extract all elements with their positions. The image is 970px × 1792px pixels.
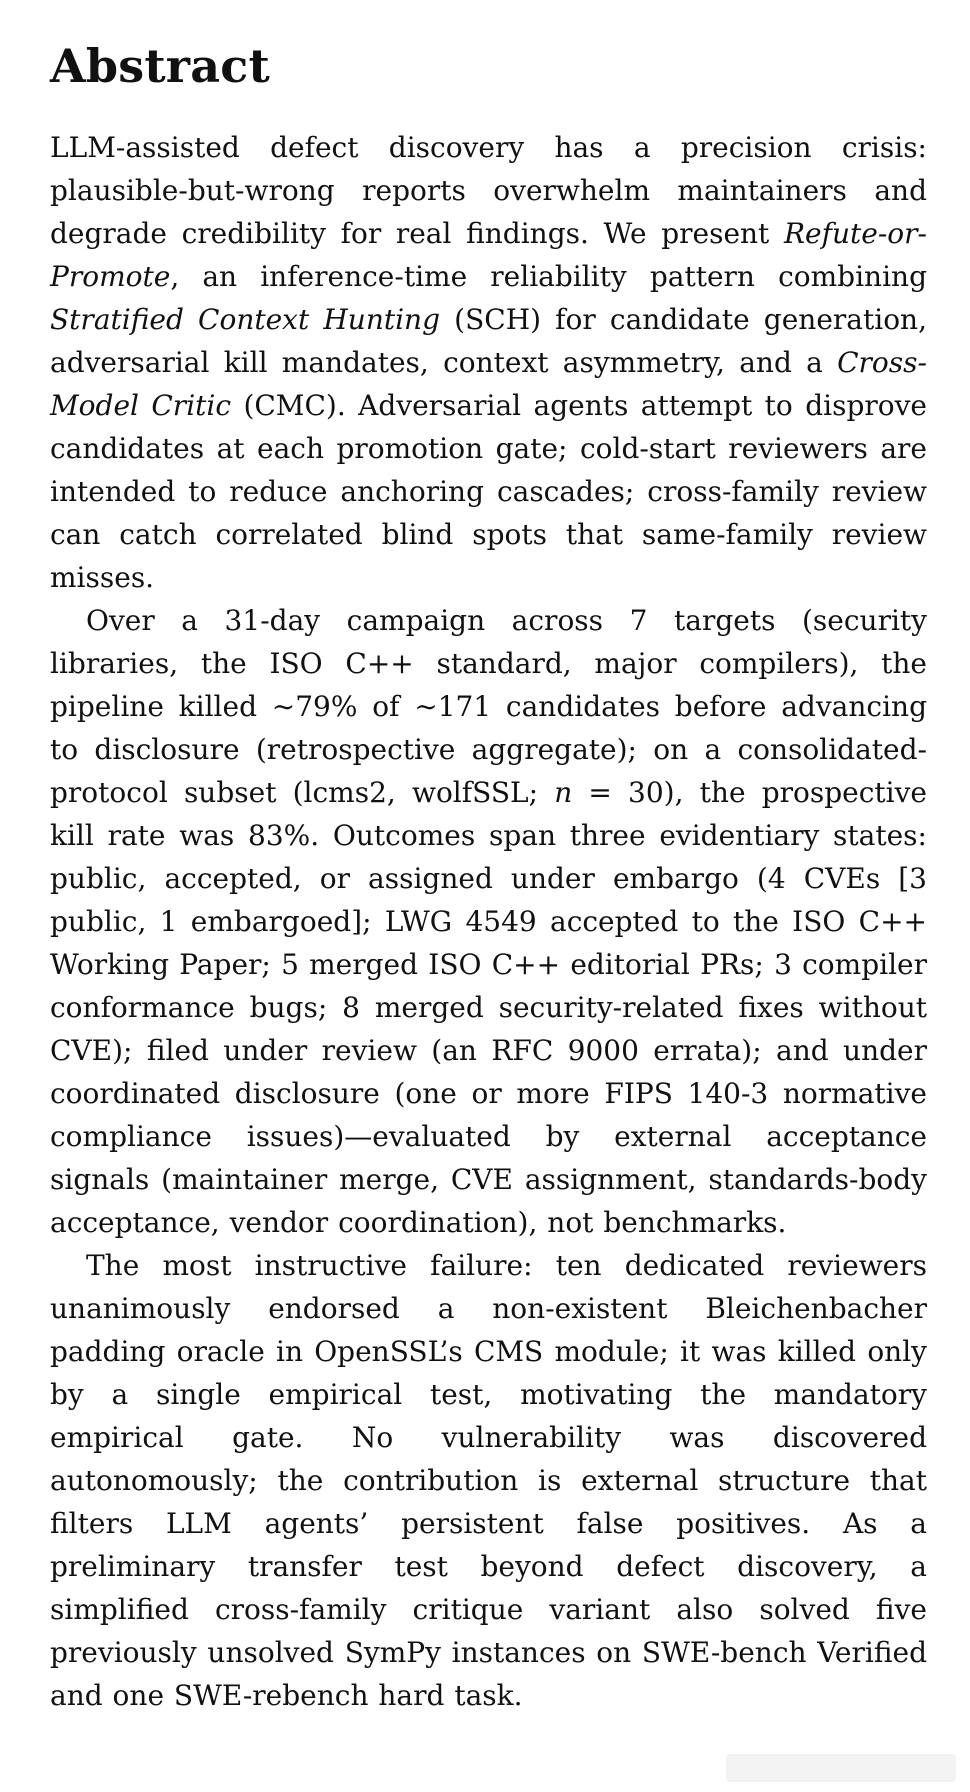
component-name-italic: Stratified Context Hunting [50,303,441,336]
abstract-paragraph-1 [50,126,927,599]
variable-italic: n [554,776,573,809]
watermark-logo [726,1754,956,1782]
abstract-paragraph-3 [50,1244,927,1717]
paragraph-text: (SCH) for candidate generation, adversarial kill mandates, context asymmetry, and a [50,303,927,379]
paragraph-text: = 30), the prospective kill rate was 83%. Outcomes span three evidentiary states: public, accepted, or assigned under embargo (4 CVEs [3 public, 1 embargoed]; LWG 4549 accepted to the ISO C++ Working Paper; 5 merged ISO C++ editorial PRs; 3 compiler conformance bugs; 8 merged security-related fixes without CVE); filed under review (an RFC 9000 errata); and under coordinated disclosure (one or more FIPS 140-3 normative compliance issues)—evaluated by external acceptance signals (maintainer merge, CVE assignment, standards-body acceptance, vendor coordination), not benchmarks. [50,776,927,1239]
paragraph-text: The most instructive failure: ten dedicated reviewers unanimously endorsed a non-existent Bleichenbacher padding oracle in OpenSSL’s CMS module; it was killed only by a single empirical test, motivating the mandatory empirical gate. No vulnerability was discovered autonomously; the contribution is external structure that filters LLM agents’ persistent false positives. As a preliminary transfer test beyond defect discovery, a simplified cross-family critique variant also solved five previously unsolved SymPy instances on SWE-bench Verified and one SWE-rebench hard task. [50,1249,927,1712]
method-name-italic: Refute-or-Promote [50,217,927,293]
paragraph-text: (CMC). Adversarial agents attempt to disprove candidates at each promotion gate; cold-start reviewers are intended to reduce anchoring cascades; cross-family review can catch correlated blind spots that same-family review misses. [50,389,927,594]
section-heading: Abstract [50,39,270,93]
component-name-italic: Cross-Model Critic [50,346,927,422]
abstract-paragraph-2 [50,599,927,1244]
paragraph-text: Over a 31-day campaign across 7 targets (security libraries, the ISO C++ standard, major compilers), the pipeline killed ∼79% of ∼171 candidates before advancing to disclosure (retrospective aggregate); on a consolidated-protocol subset (lcms2, wolfSSL; [50,604,927,809]
paragraph-text: , an inference-time reliability pattern combining [170,260,927,293]
paragraph-text: LLM-assisted defect discovery has a precision crisis: plausible-but-wrong reports overwhelm maintainers and degrade credibility for real findings. We present [50,131,927,250]
